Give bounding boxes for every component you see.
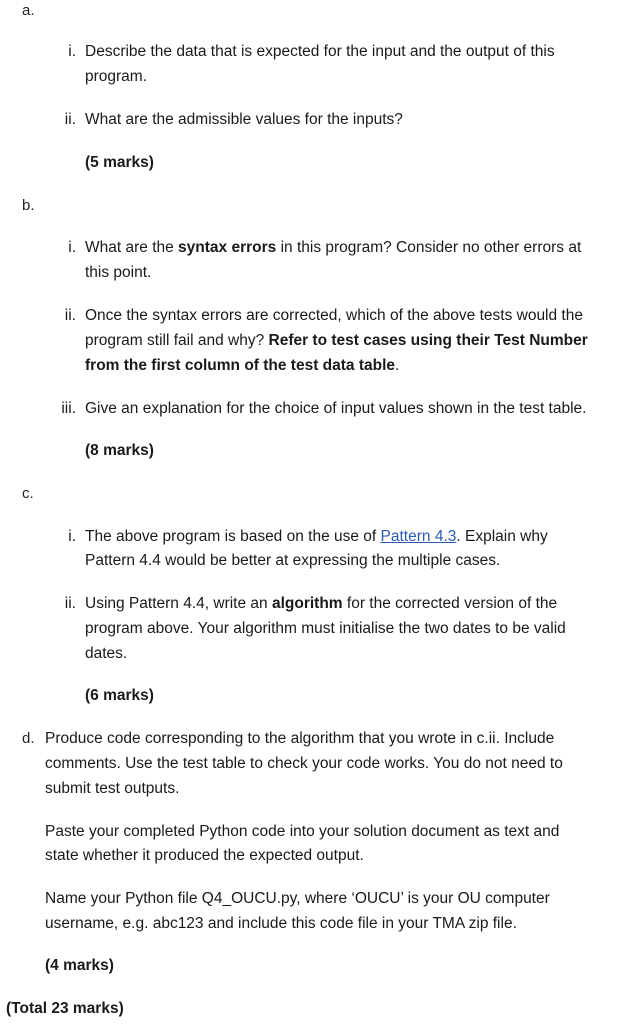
bold-run: from the first column of the test data table [85,357,396,374]
section-c-label: c. [22,485,34,502]
item-d-p2-line1: Paste your completed Python code into your solution document as text and [45,823,560,840]
item-d-p1-line3: submit test outputs. [45,780,180,797]
total-marks-text: (Total 23 marks) [6,1000,124,1017]
bold-run: syntax errors [178,239,277,256]
section-d-marks [45,953,114,978]
item-d-p1-line1: Produce code corresponding to the algorithm that you wrote in c.ii. Include [45,730,555,747]
text-run: for the corrected version of the [342,595,558,612]
text-run: . Explain why [456,528,548,545]
text-run: in this program? Consider no other errors at [276,239,582,256]
item-c-ii-line2: program above. Your algorithm must initialise the two dates to be valid [85,620,566,637]
text-run: Using Pattern 4.4, write an [85,595,272,612]
item-b-iii-number: iii. [61,400,76,417]
item-d-p3-line1: Name your Python file Q4_OUCU.py, where ‘OUCU’ is your OU computer [45,890,550,907]
item-c-i-line2: Pattern 4.4 would be better at expressing the multiple cases. [85,552,501,569]
item-c-ii-line3: dates. [85,645,128,662]
bold-run: Refer to test cases using their Test Number [268,332,588,349]
item-a-i-line1: Describe the data that is expected for the input and the output of this [85,43,555,60]
marks-text: (5 marks) [85,154,154,171]
item-a-i-line2: program. [85,68,148,85]
item-c-ii-line1 [85,591,557,616]
marks-text: (4 marks) [45,957,114,974]
item-b-ii-line3 [85,353,399,378]
item-c-ii-number: ii. [64,595,76,612]
text-run: program still fail and why? [85,332,269,349]
text-run: The above program is based on the use of [85,528,381,545]
item-b-i-number: i. [68,239,76,256]
item-d-p2-line2: state whether it produced the expected output. [45,847,364,864]
bold-run: algorithm [271,595,343,612]
item-b-ii-line2 [85,328,588,353]
section-c-marks [85,683,154,708]
item-b-iii-text: Give an explanation for the choice of input values shown in the test table. [85,400,587,417]
marks-text: (6 marks) [85,687,154,704]
item-a-i-number: i. [68,43,76,60]
item-a-ii-text: What are the admissible values for the inputs? [85,111,403,128]
text-run: What are the [85,239,179,256]
item-c-i-line1 [85,524,548,549]
section-a-marks [85,150,154,175]
item-b-ii-line1: Once the syntax errors are corrected, which of the above tests would the [85,307,583,324]
marks-text: (8 marks) [85,442,154,459]
section-b-label: b. [22,197,35,214]
item-d-p3-line2: username, e.g. abc123 and include this code file in your TMA zip file. [45,915,517,932]
item-c-i-number: i. [68,528,76,545]
text-run: . [395,357,400,374]
item-b-i-line1 [85,235,581,260]
item-a-ii-number: ii. [64,111,76,128]
section-d-label: d. [22,730,35,747]
item-b-i-line2: this point. [85,264,152,281]
section-a-label: a. [22,2,35,19]
pattern-4-3-link[interactable]: Pattern 4.3 [380,528,457,545]
item-d-p1-line2: comments. Use the test table to check your code works. You do not need to [45,755,563,772]
item-b-ii-number: ii. [64,307,76,324]
section-b-marks [85,438,154,463]
total-marks [6,996,124,1021]
